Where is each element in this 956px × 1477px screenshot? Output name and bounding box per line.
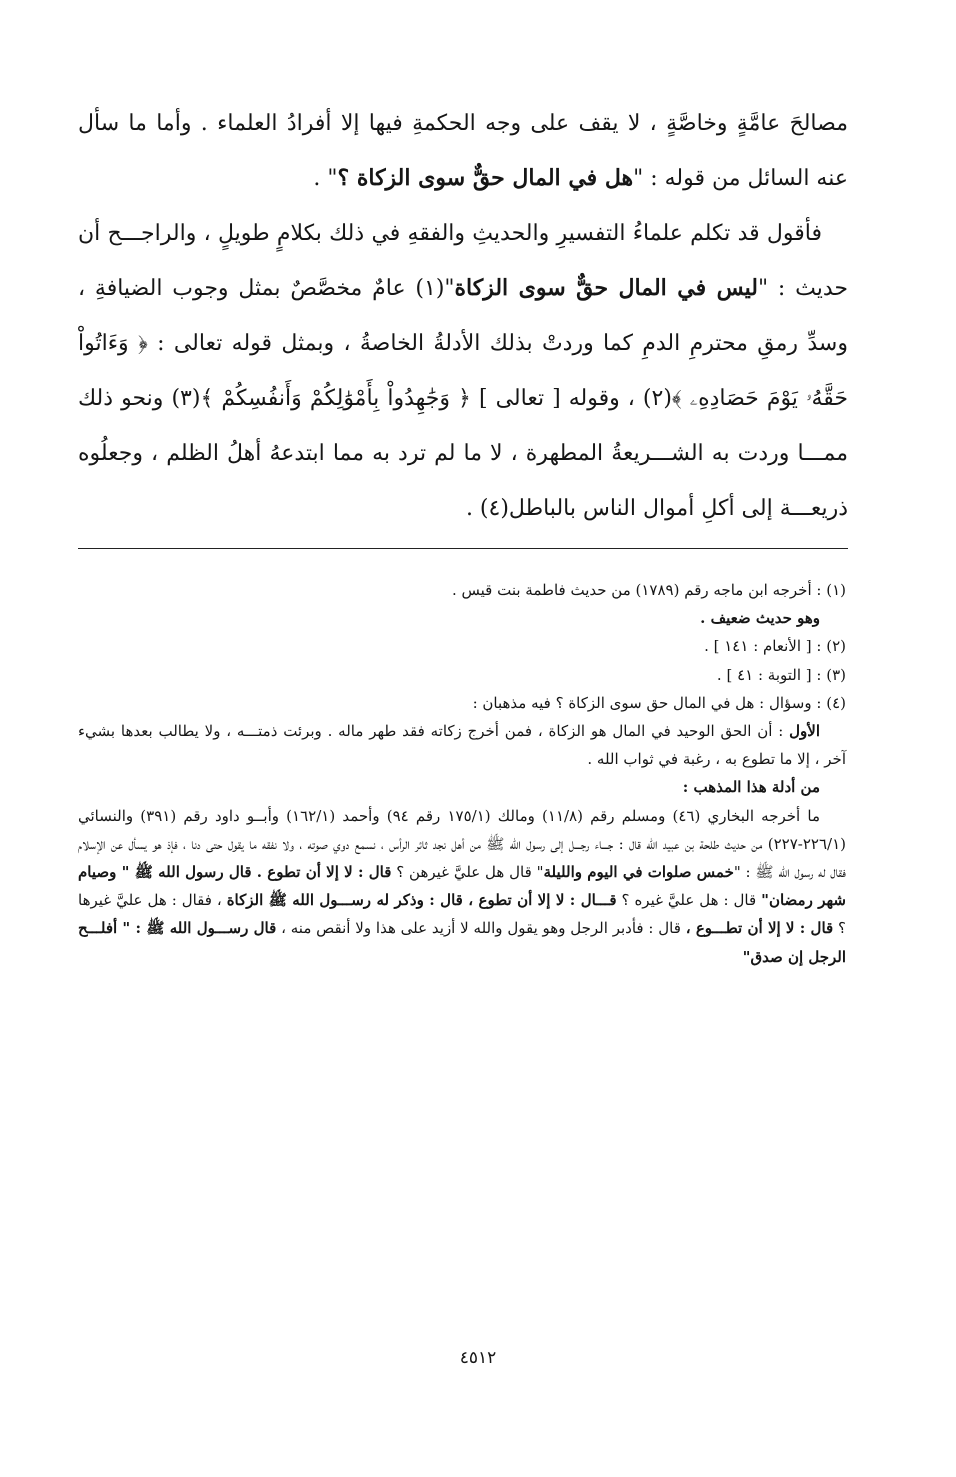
text-run: ما أخرجه البخاري (٤٦) ومسلم رقم (١١/٨) ومالك (١٧٥/١ رقم ٩٤) وأحمد (١٦٢/١) وأبــو داود رقم (٣٩١) والنسائي (٢٢٦/١-٢٢٧) من حديث طلحة بن عبيد الله قال : جـــاء رجـــل إلى رسول الله ﷺ من أهل نجد ثائر الرأس ، نسمع دوي صوته ، ولا نفقه ما يقول حتى دنا ، فإذ هو يسأل عن الإسلام فقال له رسول الله ﷺ : " [78,806,846,882]
footnote-separator [78,548,848,549]
footnote-hadith [78,802,846,971]
text-run: فأقول قد تكلم علماءُ التفسيرِ والحديثِ والفقهِ في ذلك بكلامٍ طويلٍ ، والراجـــح أن حديث : " [78,221,848,301]
footnote-evidence-heading: من أدلة هذا المذهب : [682,778,820,797]
hadith-quote: ليس في المال حقٌّ سوى الزكاة [454,275,758,301]
hadith-quote: خمس صلوات في اليوم والليلة [543,863,734,882]
main-paragraph-1 [78,96,848,206]
page-number: ٤٥١٢ [459,1348,497,1368]
main-text [78,96,848,536]
text-run: " . [313,166,338,191]
hadith-quote: قال رســـول الله ﷺ : " أفلـــح الرجل إن صدق" [78,919,846,966]
footnote-2: (٢) : [ الأنعام : ١٤١ ] . [704,637,846,656]
footnote-1: (١) : أخرجه ابن ماجه رقم (١٧٨٩) من حديث فاطمة بنت قيس . [451,581,846,599]
footnote-first-view [78,717,846,773]
text-run: : أن الحق الوحيد في المال هو الزكاة ، فمن أخرج زكاته فقد طهر ماله . وبرئت ذمتـــه ، ولا يطالب بعدها بشيء آخر ، إلا ما تطوع به ، رغبة في ثواب الله . [78,722,846,769]
footnotes [78,576,846,971]
footnote-3: (٣) : [ التوبة : ٤١ ] . [716,665,846,684]
text-run: قال : هل عليَّ غيره ؟ [616,891,762,910]
text-run: قال : فأدبر الرجل وهو يقول والله لا أزيد على هذا ولا أنقص منه ، [276,919,686,938]
quoted-question: هل في المال حقٌّ سوى الزكاة ؟ [337,165,634,191]
text-run: " قال هل عليَّ غيرهن ؟ [391,863,544,882]
text-run: ، فقال : هل عليَّ غيرها ؟ [78,891,846,938]
text-run: مصالحَ عامَّةٍ وخاصَّةٍ ، لا يقف على وجه الحكمةِ فيها إلا أفرادُ العلماء . وأما ما سأل عنه السائل من قوله : " [78,111,848,191]
main-paragraph-2 [78,206,848,536]
hadith-quote: قـــال : لا إلا أن تطوع ، قال : وذكر له رســـول الله ﷺ الزكاة [226,891,617,910]
footnote-4: (٤) : وسؤال : هل في المال حق سوى الزكاة ؟ فيه مذهبان : [472,693,846,712]
text-run: "(١) عامٌ مخصَّصٌ بمثل وجوب الضيافةِ ، وسدِّ رمقِ محترمِ الدمِ كما وردتْ بذلك الأدلةُ الخاصةُ ، وبمثل قوله تعالى : ﴿ وَءَاتُواْ حَقَّهُۥ يَوْمَ حَصَادِهِۦ ﴾(٢) ، وقوله [ تعالى ] ﴿ وَجَٰهِدُواْ بِأَمْوَٰلِكُمْ وَأَنفُسِكُمْ ﴾(٣) ونحو ذلك ممـــا وردت به الشـــريعةُ المطهرة ، لا ما لم ترد به مما ابتدعهُ أهلُ الظلم ، وجعلُوه ذريعـــة إلى أكلِ أموال الناس بالباطل(٤) . [78,276,848,521]
first-view-label: الأول [789,722,820,741]
footnote-1-grade: وهو حديث ضعيف . [700,609,820,628]
hadith-quote: قال : لا إلا أن تطوع . قال رسول الله ﷺ " وصيام شهر رمضان" [78,863,846,910]
hadith-quote: قال : لا إلا أن تطـــوع ، [685,919,834,938]
